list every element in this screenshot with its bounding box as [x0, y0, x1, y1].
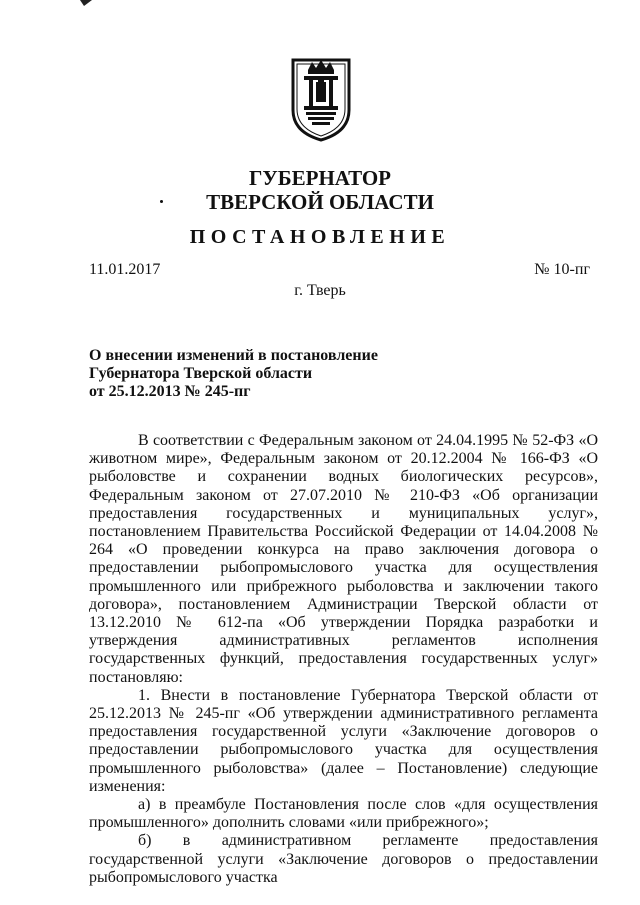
document-number: № 10-пг — [534, 261, 590, 278]
document-city: г. Тверь — [294, 282, 346, 299]
subject-line: О внесении изменений в постановление — [89, 347, 378, 364]
body-paragraph-item-1: 1. Внести в постановление Губернатора Тверской области от 25.12.2013 № 245-пг «Об утверждении административного регламента предоставления государственной услуги «Заключение договоров о предоставлении рыбопромыслового участка для осуществления промышленного рыболовства» (далее – Постановление) следующие изменения: — [89, 686, 598, 795]
body-paragraph-item-b: б) в административном регламенте предоставления государственной услуги «Заключение договоров о предоставлении рыбопромыслового участка — [89, 832, 598, 886]
body-paragraph-preamble: В соответствии с Федеральным законом от 24.04.1995 № 52-ФЗ «О животном мире», Федеральным законом от 20.12.2004 № 166-ФЗ «О рыболовстве и сохранении водных биологических ресурсов», Федеральным законом от 27.07.2010 № 210-ФЗ «Об организации предоставления государственных и муниципальных услуг», постановлением Правительства Российской Федерации от 14.04.2008 № 264 «О проведении конкурса на право заключения договора о предоставлении рыбопромыслового участка для осуществления промышленного или прибрежного рыболовства и заключении такого договора», постановлением Администрации Тверской области от 13.12.2010 № 612-па «Об утверждении Порядка разработки и утверждения административных регламентов исполнения государственных функций, предоставления государственных услуг» постановляю: — [89, 432, 598, 686]
coat-of-arms-emblem — [290, 52, 352, 142]
issuer-region: ТВЕРСКОЙ ОБЛАСТИ — [206, 190, 434, 214]
subject-line: от 25.12.2013 № 245-пг — [89, 383, 251, 400]
document-date: 11.01.2017 — [89, 261, 161, 278]
scan-corner-mark — [80, 0, 92, 6]
document-body — [89, 432, 598, 887]
issuer-title: ГУБЕРНАТОР — [248, 166, 392, 190]
document-type: ПОСТАНОВЛЕНИЕ — [189, 226, 451, 248]
body-paragraph-item-a: а) в преамбуле Постановления после слов «для осуществления промышленного» дополнить словами «или прибрежного»; — [89, 796, 598, 832]
document-subject — [89, 347, 389, 401]
subject-line: Губернатора Тверской области — [89, 365, 313, 382]
